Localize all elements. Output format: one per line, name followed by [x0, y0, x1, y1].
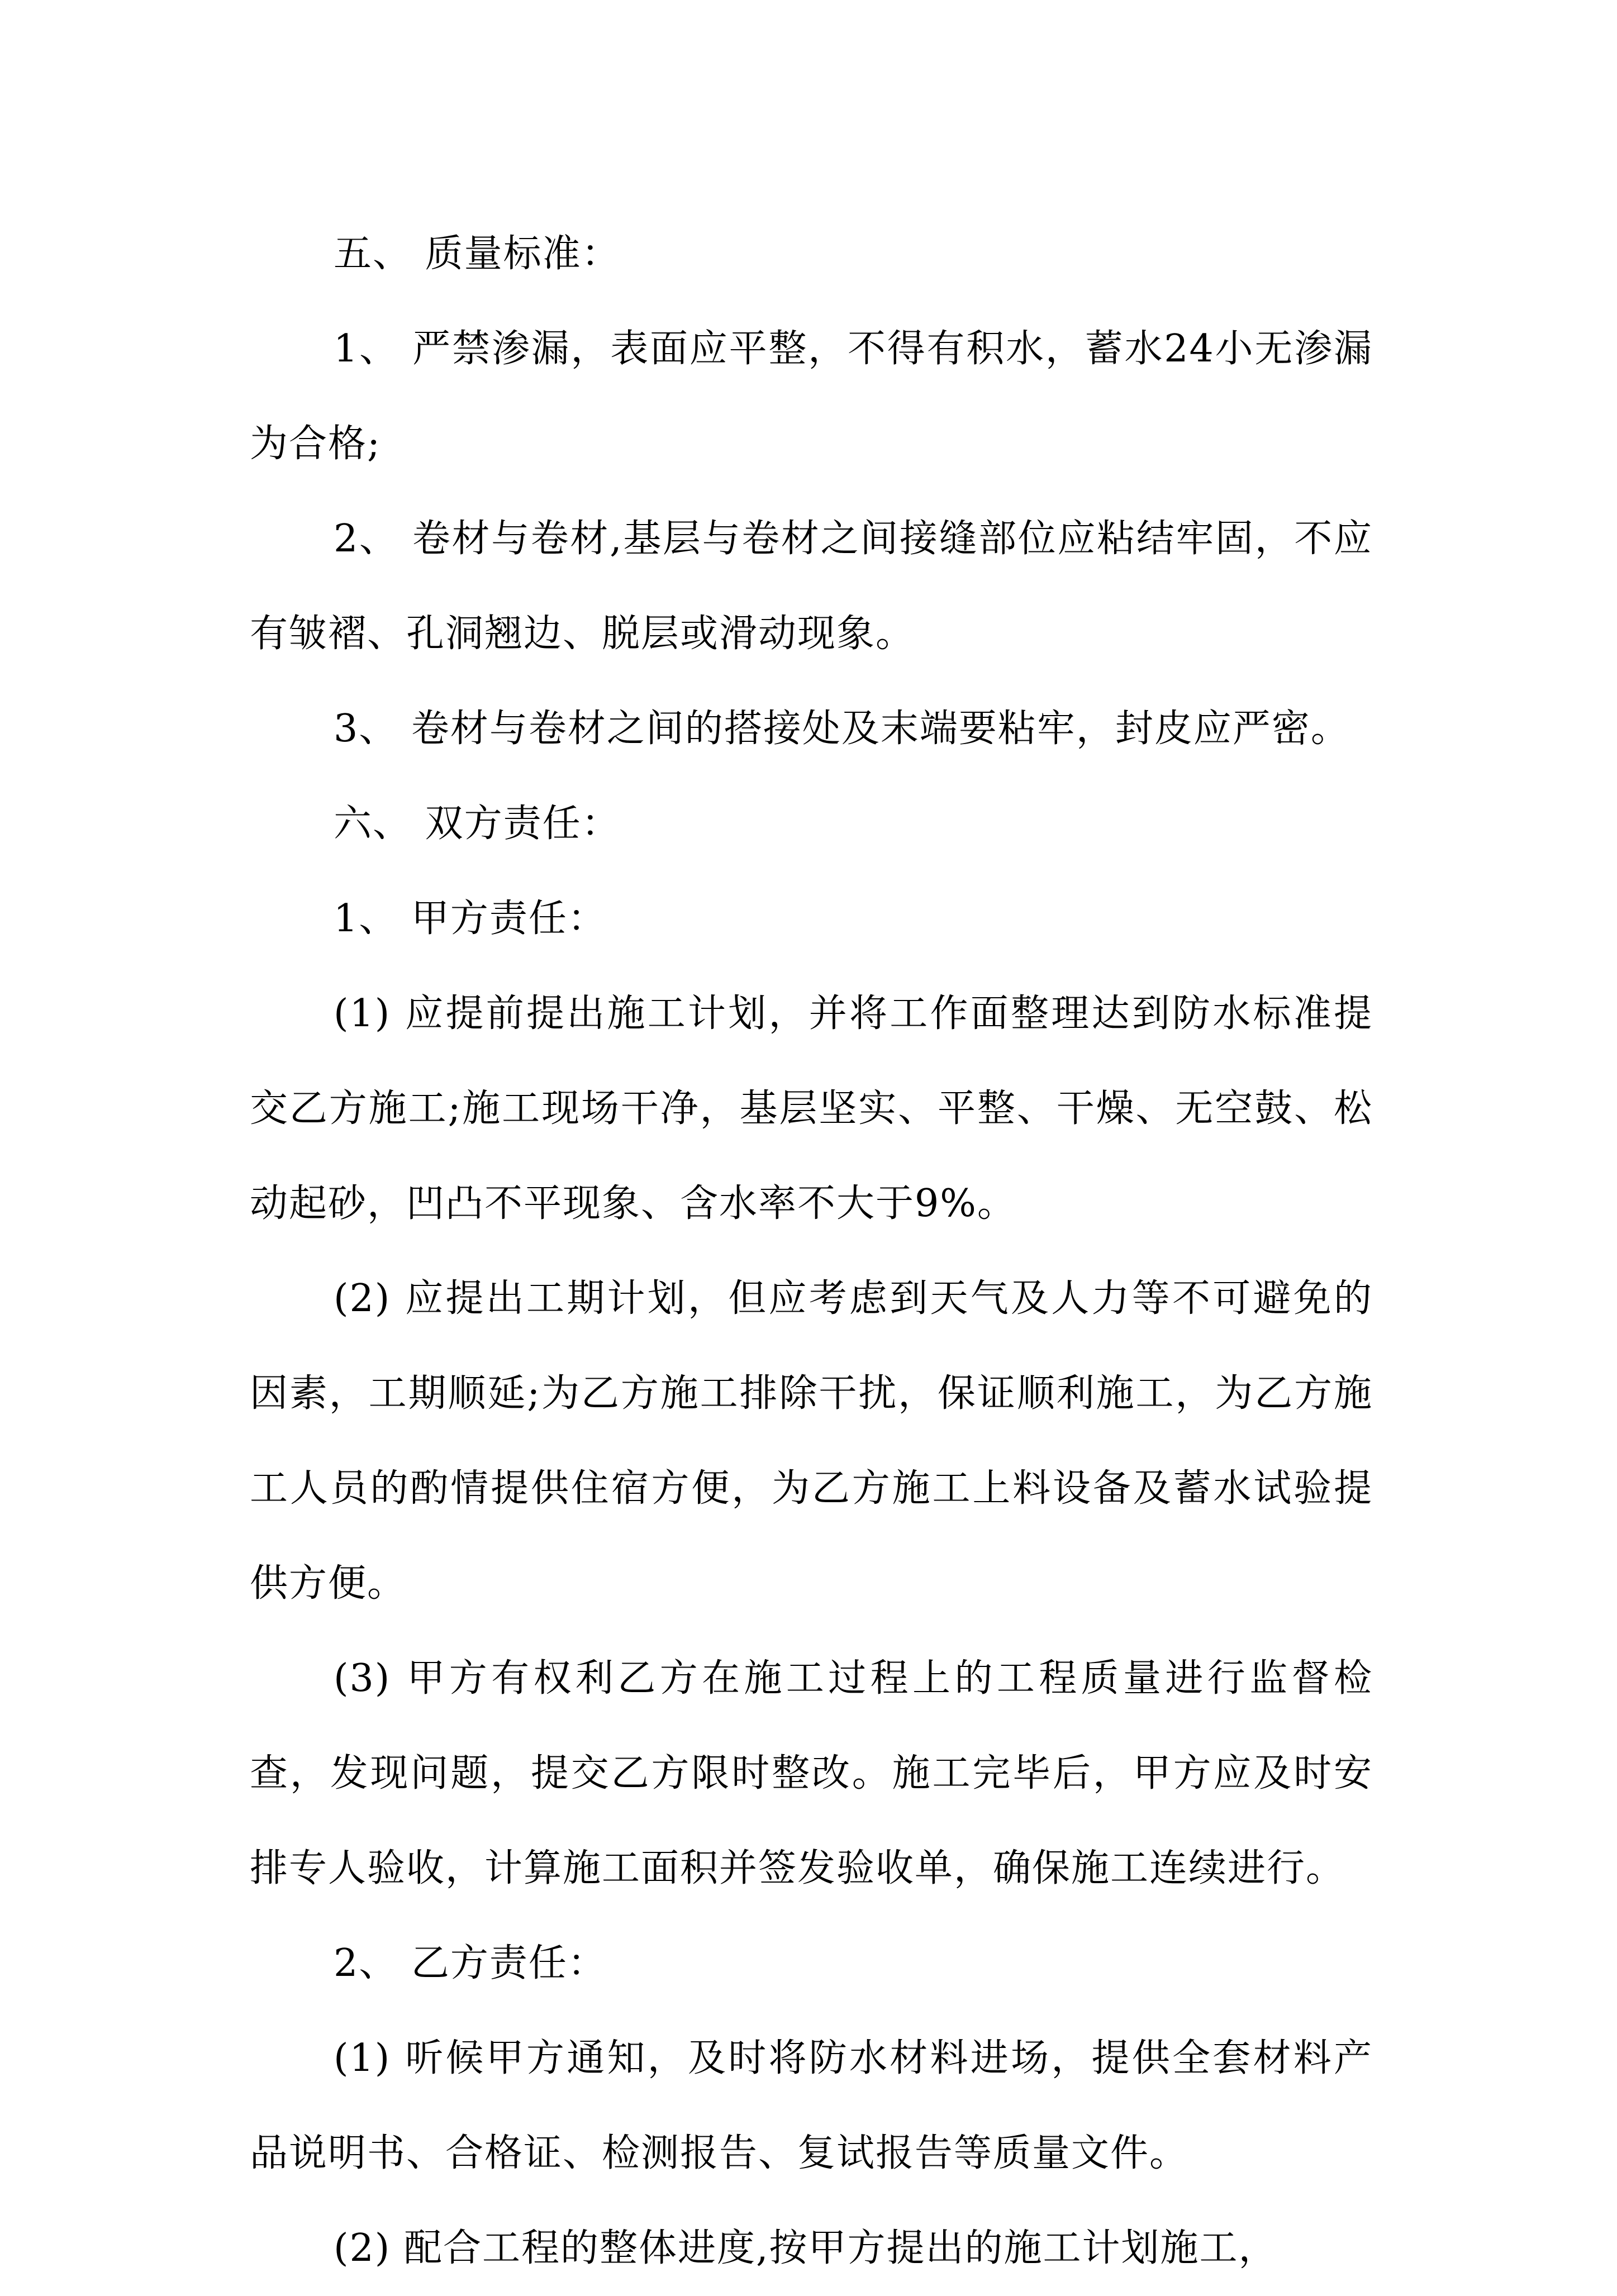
party-b-item-1: (1) 听候甲方通知，及时将防水材料进场，提供全套材料产品说明书、合格证、检测报告、复试报告等质量文件。 — [250, 2036, 1373, 2175]
quality-item-1: 1、 严禁渗漏，表面应平整，不得有积水，蓄水24小无渗漏为合格; — [250, 327, 1373, 466]
quality-item-3: 3、 卷材与卷材之间的搭接处及末端要粘牢，封皮应严密。 — [334, 707, 1350, 751]
party-b-heading: 2、 乙方责任： — [334, 1941, 607, 1985]
party-a-item-3: (3) 甲方有权利乙方在施工过程上的工程质量进行监督检查，发现问题，提交乙方限时整改。施工完毕后，甲方应及时安排专人验收，计算施工面积并签发验收单，确保施工连续进行。 — [250, 1656, 1373, 1890]
party-b-item-2: (2) 配合工程的整体进度,按甲方提出的施工计划施工， — [334, 2226, 1278, 2270]
section-heading-quality-standards: 五、 质量标准： — [334, 232, 621, 276]
section-heading-responsibilities: 六、 双方责任： — [334, 802, 621, 846]
document-body — [250, 207, 1373, 2296]
party-a-item-1: (1) 应提前提出施工计划，并将工作面整理达到防水标准提交乙方施工;施工现场干净，基层坚实、平整、干燥、无空鼓、松动起砂，凹凸不平现象、含水率不大于9%。 — [250, 992, 1373, 1226]
party-a-heading: 1、 甲方责任： — [334, 897, 607, 941]
quality-item-2: 2、 卷材与卷材,基层与卷材之间接缝部位应粘结牢固，不应有皱褶、孔洞翘边、脱层或滑动现象。 — [250, 517, 1373, 656]
party-a-item-2: (2) 应提出工期计划，但应考虑到天气及人力等不可避免的因素，工期顺延;为乙方施工排除干扰，保证顺利施工，为乙方施工人员的酌情提供住宿方便，为乙方施工上料设备及蓄水试验提供方便。 — [250, 1276, 1373, 1606]
